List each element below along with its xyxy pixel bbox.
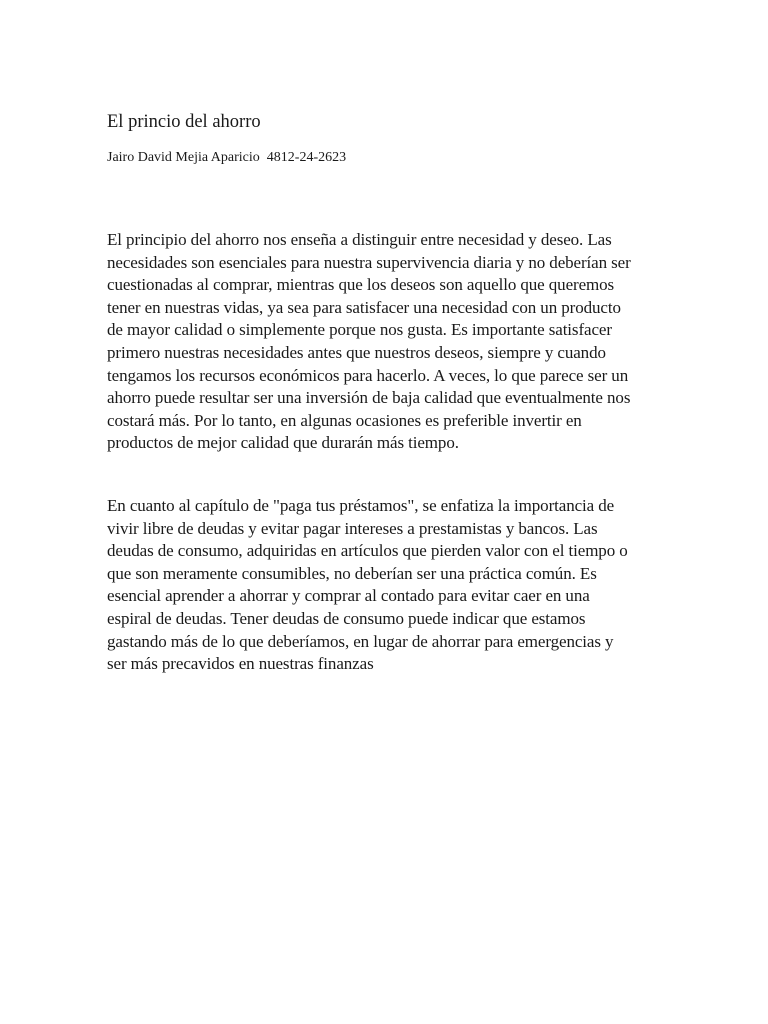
paragraph-line: vivir libre de deudas y evitar pagar intereses a prestamistas y bancos. Las bbox=[107, 518, 598, 538]
paragraph-line: gastando más de lo que deberíamos, en lugar de ahorrar para emergencias y bbox=[107, 631, 614, 651]
paragraph-line: deudas de consumo, adquiridas en artículos que pierden valor con el tiempo o bbox=[107, 541, 628, 561]
paragraph-line: productos de mejor calidad que durarán más tiempo. bbox=[107, 433, 459, 453]
paragraph-line: tengamos los recursos económicos para hacerlo. A veces, lo que parece ser un bbox=[107, 365, 629, 385]
paragraph-line: cuestionadas al comprar, mientras que los deseos son aquello que queremos bbox=[107, 275, 615, 295]
paragraph-1 bbox=[107, 229, 667, 455]
paragraph-line: necesidades son esenciales para nuestra supervivencia diaria y no deberían ser bbox=[107, 252, 631, 272]
paragraph-2 bbox=[107, 495, 667, 676]
paragraph-line: ahorro puede resultar ser una inversión de baja calidad que eventualmente nos bbox=[107, 388, 631, 408]
paragraph-line: esencial aprender a ahorrar y comprar al contado para evitar caer en una bbox=[107, 586, 590, 606]
paragraph-line: de mayor calidad o simplemente porque nos gusta. Es importante satisfacer bbox=[107, 320, 612, 340]
paragraph-line: primero nuestras necesidades antes que nuestros deseos, siempre y cuando bbox=[107, 342, 606, 362]
author-line: Jairo David Mejia Aparicio 4812-24-2623 bbox=[107, 150, 347, 165]
document-title: El princio del ahorro bbox=[107, 112, 261, 132]
paragraph-line: tener en nuestras vidas, ya sea para satisfacer una necesidad con un producto bbox=[107, 297, 621, 317]
paragraph-line: que son meramente consumibles, no deberían ser una práctica común. Es bbox=[107, 563, 597, 583]
paragraph-line: ser más precavidos en nuestras finanzas bbox=[107, 654, 374, 674]
paragraph-line: costará más. Por lo tanto, en algunas ocasiones es preferible invertir en bbox=[107, 410, 582, 430]
paragraph-line: En cuanto al capítulo de "paga tus préstamos", se enfatiza la importancia de bbox=[107, 496, 615, 515]
paragraph-line: espiral de deudas. Tener deudas de consumo puede indicar que estamos bbox=[107, 608, 586, 628]
paragraph-line: El principio del ahorro nos enseña a distinguir entre necesidad y deseo. Las bbox=[107, 230, 612, 249]
